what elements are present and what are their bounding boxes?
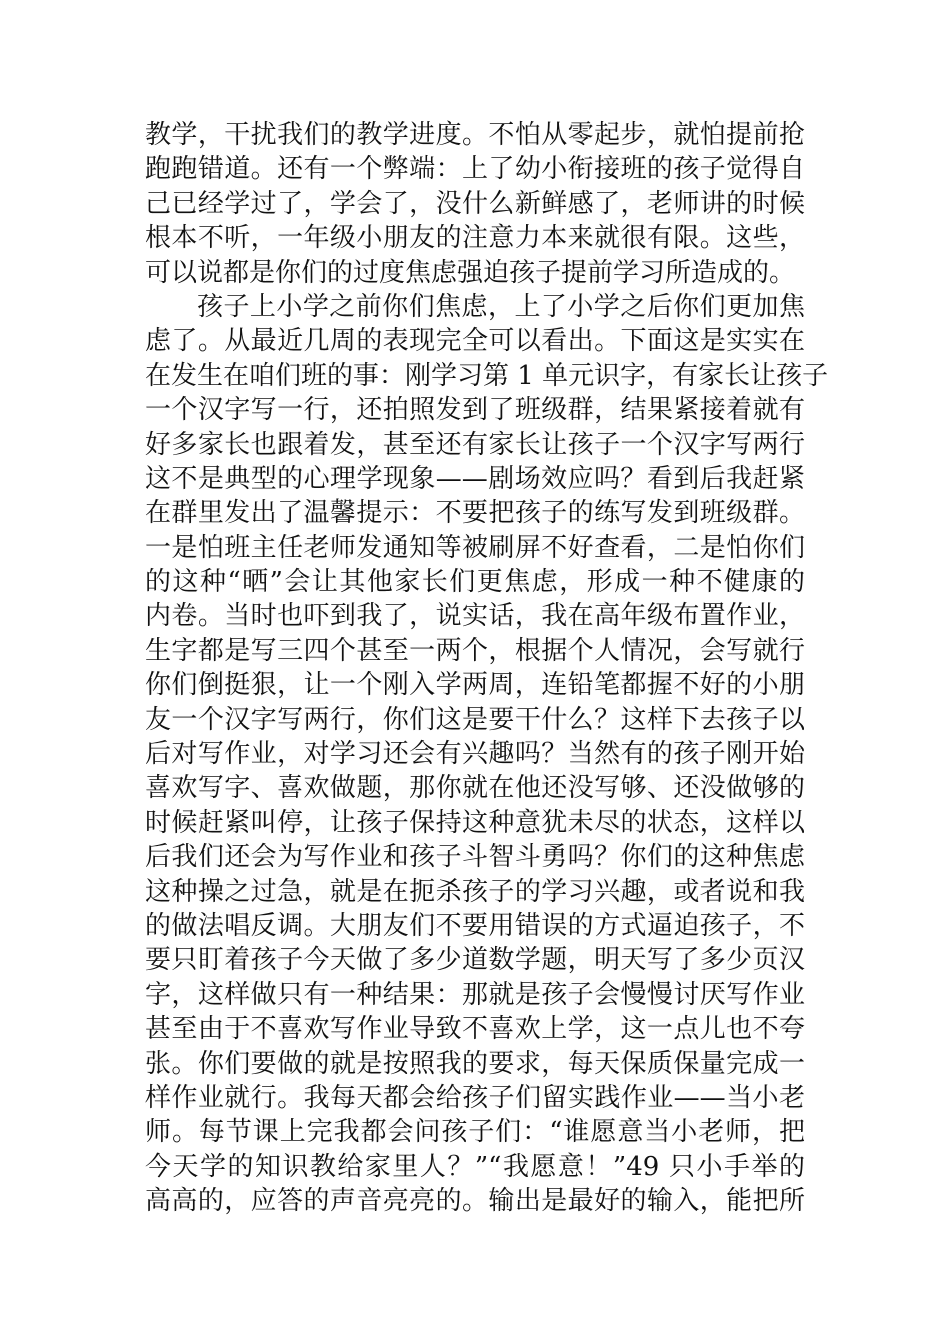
- text-line: 师。每节课上完我都会问孩子们：“谁愿意当小老师，把: [145, 1117, 805, 1148]
- text-line: 张。你们要做的就是按照我的要求，每天保质保量完成一: [145, 1048, 805, 1079]
- text-line: 你们倒挺狠，让一个刚入学两周，连铅笔都握不好的小朋: [145, 670, 805, 701]
- text-line: 字，这样做只有一种结果：那就是孩子会慢慢讨厌写作业: [145, 979, 805, 1010]
- text-line: 生字都是写三四个甚至一两个，根据个人情况，会写就行: [145, 635, 805, 666]
- text-line: 的这种“晒”会让其他家长们更焦虑，形成一种不健康的: [145, 567, 805, 598]
- text-line: 高高的，应答的声音亮亮的。输出是最好的输入，能把所: [145, 1186, 805, 1217]
- text-line: 在群里发出了温馨提示：不要把孩子的练写发到班级群。: [145, 498, 805, 529]
- text-line: 可以说都是你们的过度焦虑强迫孩子提前学习所造成的。: [145, 257, 796, 288]
- text-line: 一是怕班主任老师发通知等被刷屏不好查看，二是怕你们: [145, 532, 805, 563]
- text-line: 根本不听，一年级小朋友的注意力本来就很有限。这些，: [145, 223, 805, 254]
- text-line: 虑了。从最近几周的表现完全可以看出。下面这是实实在: [145, 326, 805, 357]
- text-line: 甚至由于不喜欢写作业导致不喜欢上学，这一点儿也不夸: [145, 1014, 805, 1045]
- text-line: 时候赶紧叫停，让孩子保持这种意犹未尽的状态，这样以: [145, 807, 805, 838]
- text-line: 内卷。当时也吓到我了，说实话，我在高年级布置作业，: [145, 601, 805, 632]
- text-line: 喜欢写字、喜欢做题，那你就在他还没写够、还没做够的: [145, 773, 805, 804]
- text-line: 后对写作业，对学习还会有兴趣吗？当然有的孩子刚开始: [145, 739, 805, 770]
- text-line: 今天学的知识教给家里人？”“我愿意！”49 只小手举的: [145, 1151, 805, 1182]
- text-line: 后我们还会为写作业和孩子斗智斗勇吗？你们的这种焦虑: [145, 842, 805, 873]
- text-line: 在发生在咱们班的事：刚学习第 1 单元识字，有家长让孩子: [145, 360, 829, 391]
- text-line: 己已经学过了，学会了，没什么新鲜感了，老师讲的时候: [145, 188, 805, 219]
- text-line: 教学，干扰我们的教学进度。不怕从零起步，就怕提前抢: [145, 120, 805, 150]
- text-line: 这不是典型的心理学现象——剧场效应吗？看到后我赶紧: [145, 463, 805, 494]
- text-line: 样作业就行。我每天都会给孩子们留实践作业——当小老: [145, 1082, 805, 1113]
- paragraph-first-line: 孩子上小学之前你们焦虑，上了小学之后你们更加焦: [197, 291, 805, 322]
- text-line: 一个汉字写一行，还拍照发到了班级群，结果紧接着就有: [145, 395, 805, 426]
- text-line: 好多家长也跟着发，甚至还有家长让孩子一个汉字写两行: [145, 429, 805, 460]
- text-line: 的做法唱反调。大朋友们不要用错误的方式逼迫孩子，不: [145, 910, 805, 941]
- text-line: 友一个汉字写两行，你们这是要干什么？这样下去孩子以: [145, 704, 805, 735]
- document-body: [145, 118, 829, 1219]
- text-line: 跑跑错道。还有一个弊端：上了幼小衔接班的孩子觉得自: [145, 154, 805, 185]
- text-line: 这种操之过急，就是在扼杀孩子的学习兴趣，或者说和我: [145, 876, 805, 907]
- text-line: 要只盯着孩子今天做了多少道数学题，明天写了多少页汉: [145, 945, 805, 976]
